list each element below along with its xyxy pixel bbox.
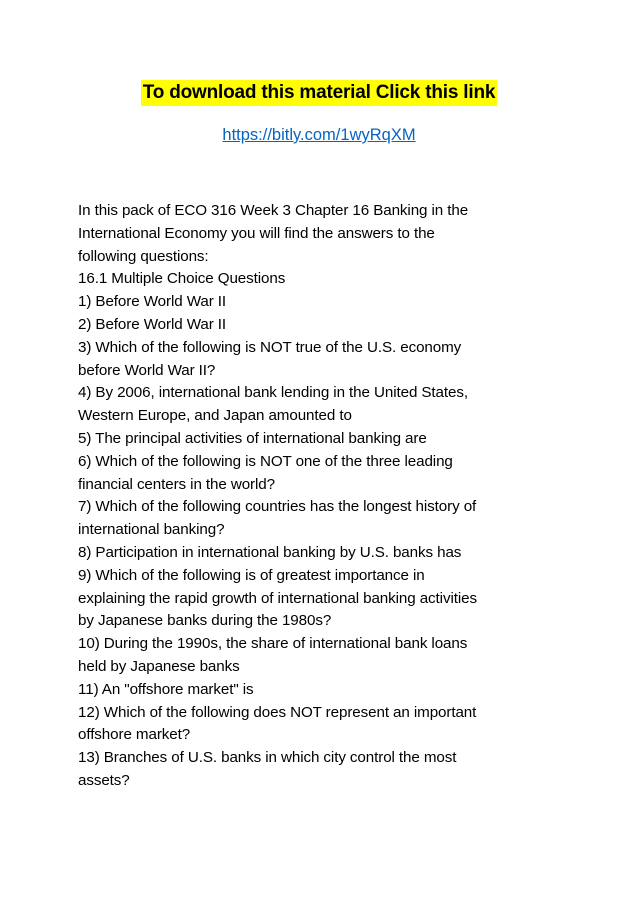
page-title: To download this material Click this link [141,80,498,106]
text-line: explaining the rapid growth of international banking activities [78,589,477,607]
body-text [78,200,578,793]
text-line: 10) During the 1990s, the share of international bank loans [78,635,468,653]
text-line: 16.1 Multiple Choice Questions [78,270,286,288]
text-line: 13) Branches of U.S. banks in which city control the most [78,749,457,767]
text-line: 2) Before World War II [78,315,227,333]
text-line: before World War II? [78,361,216,379]
text-line: Western Europe, and Japan amounted to [78,407,352,425]
text-line: 11) An "offshore market" is [78,680,254,698]
text-line: international banking? [78,521,225,539]
text-line: 9) Which of the following is of greatest importance in [78,566,425,584]
text-line: 4) By 2006, international bank lending in the United States, [78,384,468,402]
text-line: held by Japanese banks [78,657,240,675]
text-line: assets? [78,771,130,789]
text-line: offshore market? [78,726,191,744]
text-line: 5) The principal activities of international banking are [78,429,427,447]
text-line: financial centers in the world? [78,475,275,493]
text-line: by Japanese banks during the 1980s? [78,612,332,630]
text-line: 1) Before World War II [78,293,227,311]
download-link-line [0,126,638,145]
text-line: 12) Which of the following does NOT represent an important [78,703,477,721]
header [0,80,638,106]
text-line: following questions: [78,247,209,265]
download-link[interactable]: https://bitly.com/1wyRqXM [222,126,416,144]
text-line: International Economy you will find the answers to the [78,224,435,242]
text-line: 6) Which of the following is NOT one of the three leading [78,452,453,470]
text-line: 7) Which of the following countries has the longest history of [78,498,477,516]
text-line: In this pack of ECO 316 Week 3 Chapter 16 Banking in the [78,202,469,219]
text-line: 8) Participation in international banking by U.S. banks has [78,543,462,561]
text-line: 3) Which of the following is NOT true of the U.S. economy [78,338,462,356]
